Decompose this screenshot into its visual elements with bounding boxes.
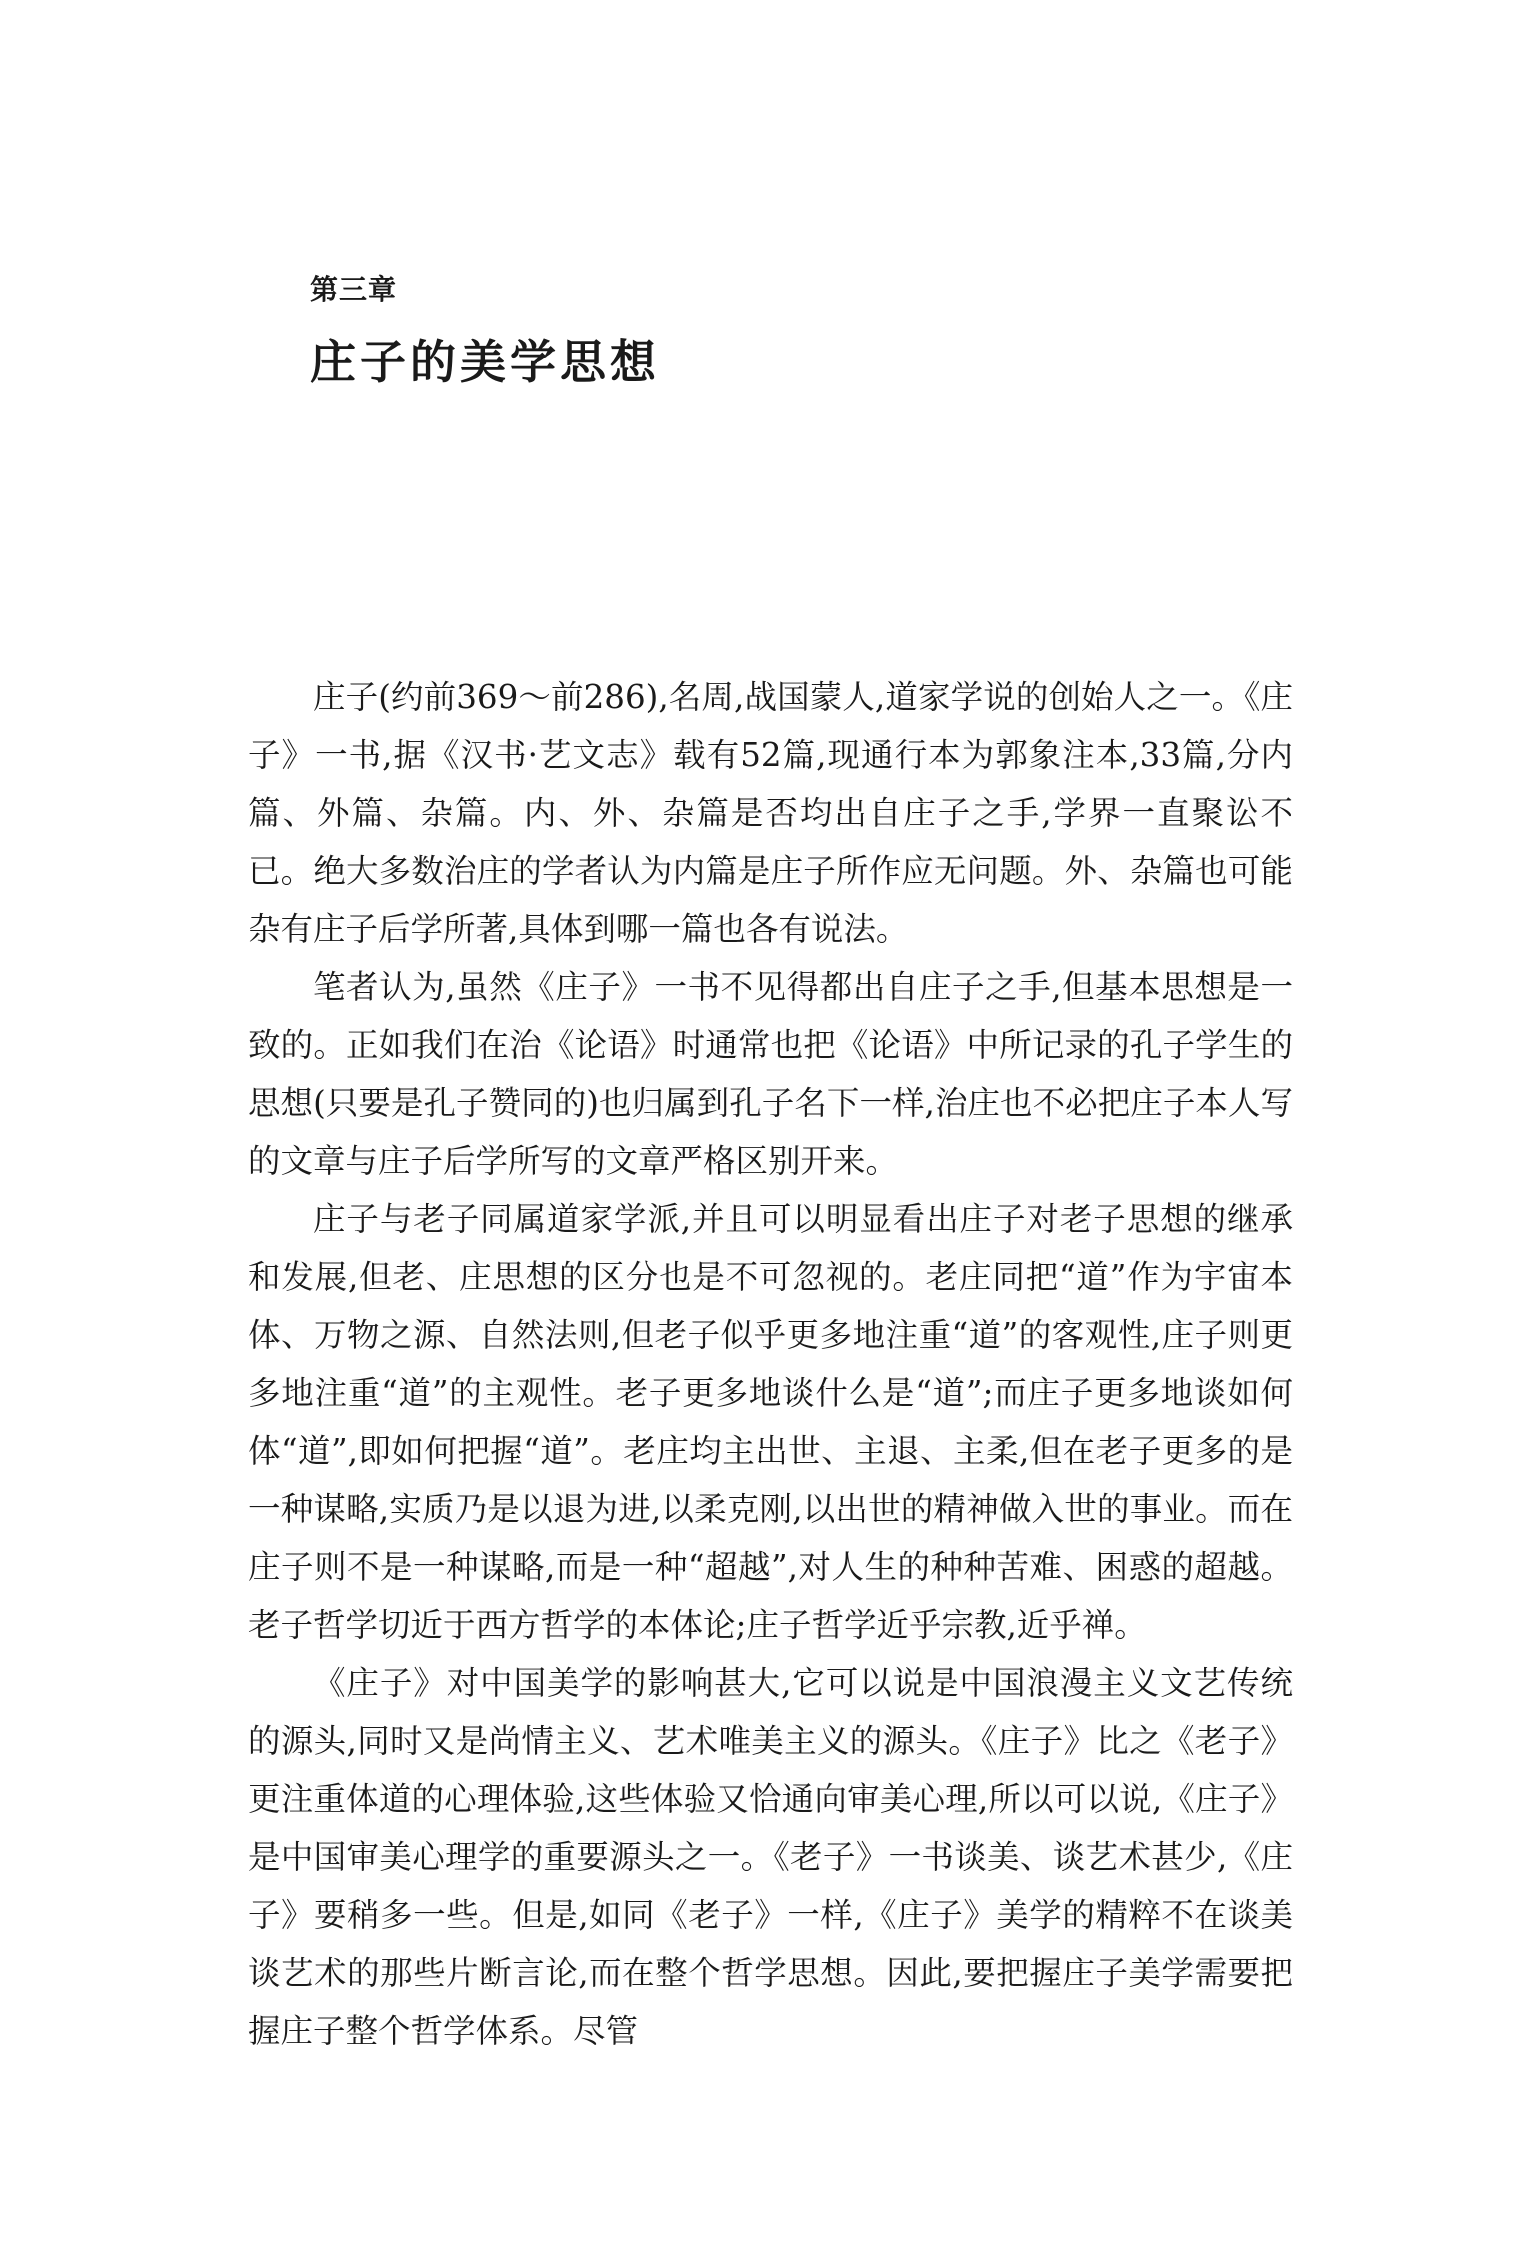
paragraph-1: 庄子(约前369～前286),名周,战国蒙人,道家学说的创始人之一。《庄子》一书,据《汉书·艺文志》载有52篇,现通行本为郭象注本,33篇,分内篇、外篇、杂篇。内、外、杂篇是否均出自庄子之手,学界一直聚讼不已。绝大多数治庄的学者认为内篇是庄子所作应无问题。外、杂篇也可能杂有庄子后学所著,具体到哪一篇也各有说法。 [248, 678, 1293, 948]
chapter-label: 第三章 [310, 273, 398, 306]
paragraph-4: 《庄子》对中国美学的影响甚大,它可以说是中国浪漫主义文艺传统的源头,同时又是尚情主义、艺术唯美主义的源头。《庄子》比之《老子》更注重体道的心理体验,这些体验又恰通向审美心理,所以可以说,《庄子》是中国审美心理学的重要源头之一。《老子》一书谈美、谈艺术甚少,《庄子》要稍多一些。但是,如同《老子》一样,《庄子》美学的精粹不在谈美谈艺术的那些片断言论,而在整个哲学思想。因此,要把握庄子美学需要把握庄子整个哲学体系。尽管 [248, 1664, 1293, 2050]
paragraph-3: 庄子与老子同属道家学派,并且可以明显看出庄子对老子思想的继承和发展,但老、庄思想的区分也是不可忽视的。老庄同把“道”作为宇宙本体、万物之源、自然法则,但老子似乎更多地注重“道”的客观性,庄子则更多地注重“道”的主观性。老子更多地谈什么是“道”;而庄子更多地谈如何体“道”,即如何把握“道”。老庄均主出世、主退、主柔,但在老子更多的是一种谋略,实质乃是以退为进,以柔克刚,以出世的精神做入世的事业。而在庄子则不是一种谋略,而是一种“超越”,对人生的种种苦难、困惑的超越。老子哲学切近于西方哲学的本体论;庄子哲学近乎宗教,近乎禅。 [248, 1200, 1293, 1644]
paragraph-2: 笔者认为,虽然《庄子》一书不见得都出自庄子之手,但基本思想是一致的。正如我们在治《论语》时通常也把《论语》中所记录的孔子学生的思想(只要是孔子赞同的)也归属到孔子名下一样,治庄也不必把庄子本人写的文章与庄子后学所写的文章严格区别开来。 [248, 968, 1293, 1180]
chapter-title: 庄子的美学思想 [310, 335, 660, 389]
body-text [248, 668, 1293, 2060]
